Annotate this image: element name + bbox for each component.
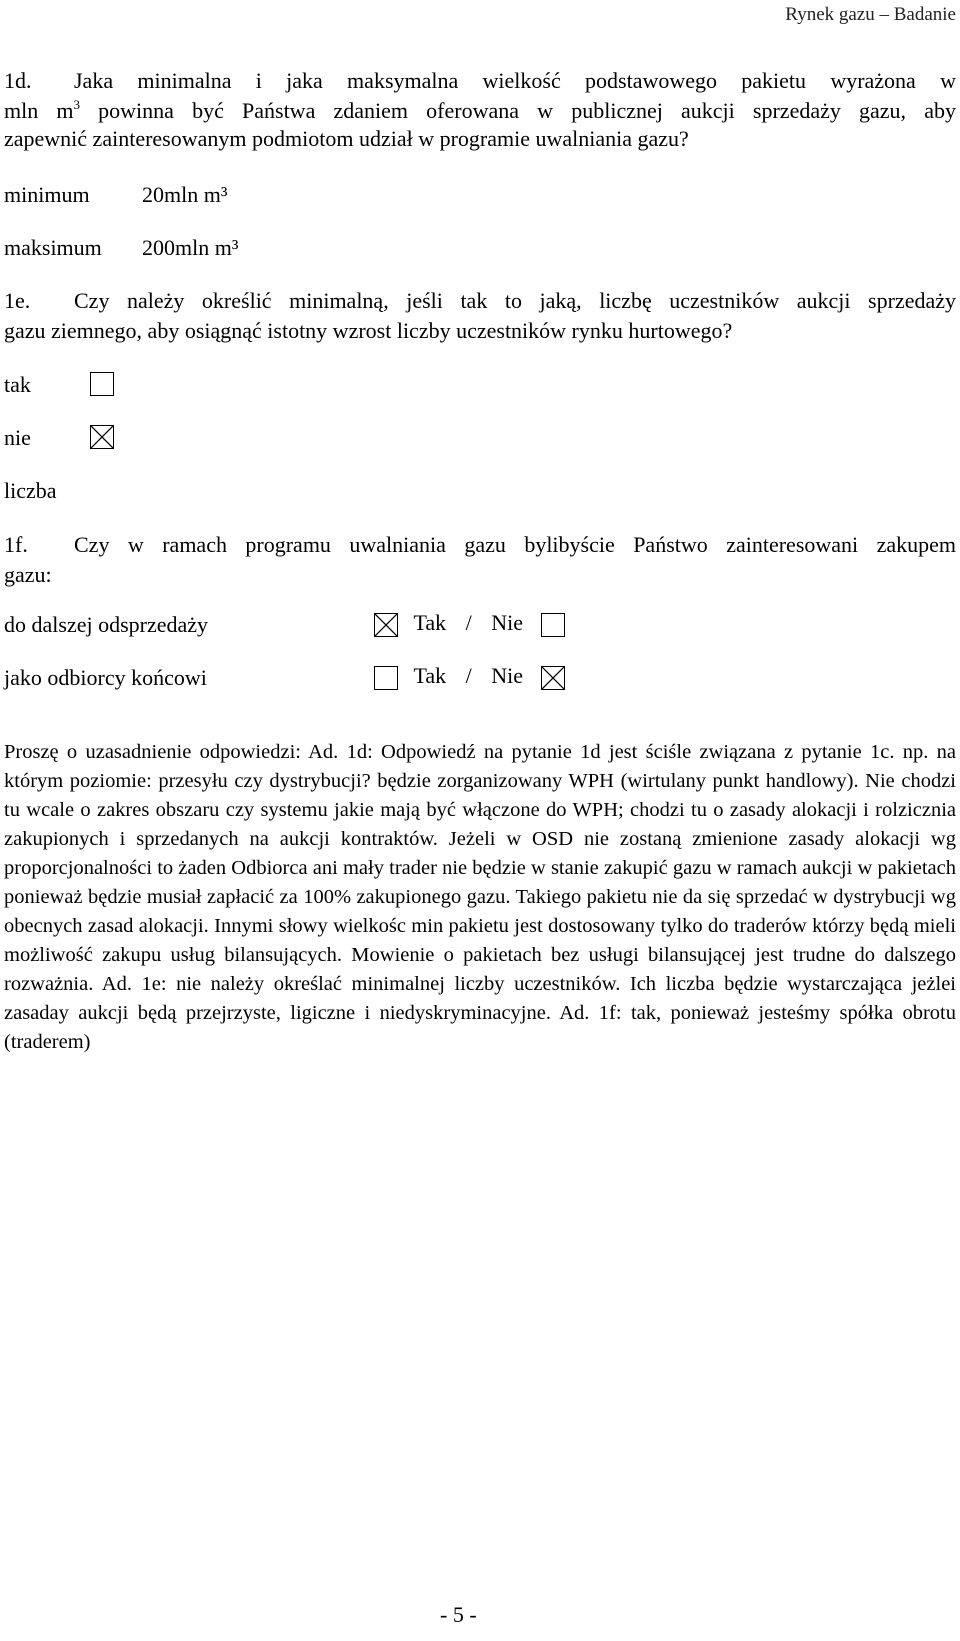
q1d-text-1: Jaka minimalna i jaka maksymalna wielkość podstawowego pakietu wyrażona w [74,68,956,93]
resale-tak-checkbox[interactable] [374,613,398,637]
resale-options [374,608,565,638]
q1e-text-1: Czy należy określić minimalną, jeśli tak to jaką, liczbę uczestników aukcji sprzedaży [74,288,956,313]
q1e-line-2: gazu ziemnego, aby osiągnąć istotny wzrost liczby uczestników rynku hurtowego? [4,318,733,343]
checked-x-icon [375,614,397,636]
resale-nie-checkbox[interactable] [541,613,565,637]
end-user-tak-label: Tak [413,663,447,688]
resale-nie-label: Nie [491,610,524,635]
q1d-superscript: 3 [73,97,80,112]
max-label: maksimum [4,235,102,260]
resale-label: do dalszej odsprzedaży [4,612,209,637]
running-header: Rynek gazu – Badanie [785,4,956,25]
end-user-nie-checkbox[interactable] [541,666,565,690]
q1f-line-2: gazu: [4,562,52,587]
justification-paragraph: Proszę o uzasadnienie odpowiedzi: Ad. 1d: Odpowiedź na pytanie 1d jest ściśle związana z pytanie 1c. np. na którym poziomie: przesyłu czy dystrybucji? będzie zorganizowany WPH (wirtulany punkt handlowy). Nie chodzi tu wcale o zakres obszaru czy systemu jakie mają być włączone do WPH; chodzi tu o zasady alokacji i rolzicznia zakupionych i sprzedanych na aukcji kontraktów. Jeżeli w OSD nie zostaną zmienione zasady alokacji wg proporcjonalności to żaden Odbiorca ani mały trader nie będzie w stanie zakupić gazu w ramach aukcji w pakietach ponieważ będzie musiał zapłacić za 100% zakupionego gazu. Takiego pakietu nie da się sprzedać w dystrybucji wg obecnych zasad alokacji. Innymi słowy wielkośc min pakietu jest dostosowany tylko do traderów którzy będą mieli możliwość zakupu usług bilansujących. Mowienie o pakietach bez usługi bilansującej jest trudne do dalszego rozważnia. Ad. 1e: nie należy określać minimalnej liczby uczestników. Ich liczba będzie wystarczająca jeżlei zasaday aukcji będą przejrzyste, ligiczne i niedyskryminacyjne. Ad. 1f: tak, ponieważ jesteśmy spółka obrotu (traderem) [4,741,956,1053]
max-value[interactable]: 200mln m³ [142,235,239,260]
end-user-nie-label: Nie [491,663,524,688]
nie-checkbox[interactable] [90,425,114,449]
page-number: - 5 - [440,1602,477,1627]
end-user-options [374,661,565,691]
option-liczba-label: liczba [4,478,57,503]
q1d-line-1 [4,66,956,96]
tak-checkbox[interactable] [90,372,114,396]
checked-x-icon [91,426,113,448]
option-tak-label: tak [4,372,31,397]
q1d-line-2 [4,96,956,126]
min-value[interactable]: 20mln m³ [142,182,228,207]
q1e-number: 1e. [4,288,31,313]
q1f-number: 1f. [4,532,28,557]
q1d-line-3: zapewnić zainteresowanym podmiotom udział w programie uwalniania gazu? [4,126,689,151]
q1f-line-1 [4,530,956,560]
q1e-line-1 [4,286,956,316]
q1d-text-2a: mln m [4,98,74,123]
resale-tak-label: Tak [413,610,447,635]
end-user-label: jako odbiorcy końcowi [4,665,207,690]
resale-slash: / [465,610,472,635]
min-label: minimum [4,182,90,207]
q1d-number: 1d. [4,68,32,93]
checked-x-icon [542,667,564,689]
q1d-text-2b: powinna być Państwa zdaniem oferowana w publicznej aukcji sprzedaży gazu, aby [80,98,956,123]
end-user-tak-checkbox[interactable] [374,666,398,690]
option-nie-label: nie [4,425,31,450]
end-user-slash: / [465,663,472,688]
q1f-text-1: Czy w ramach programu uwalniania gazu bylibyście Państwo zainteresowani zakupem [74,532,956,557]
